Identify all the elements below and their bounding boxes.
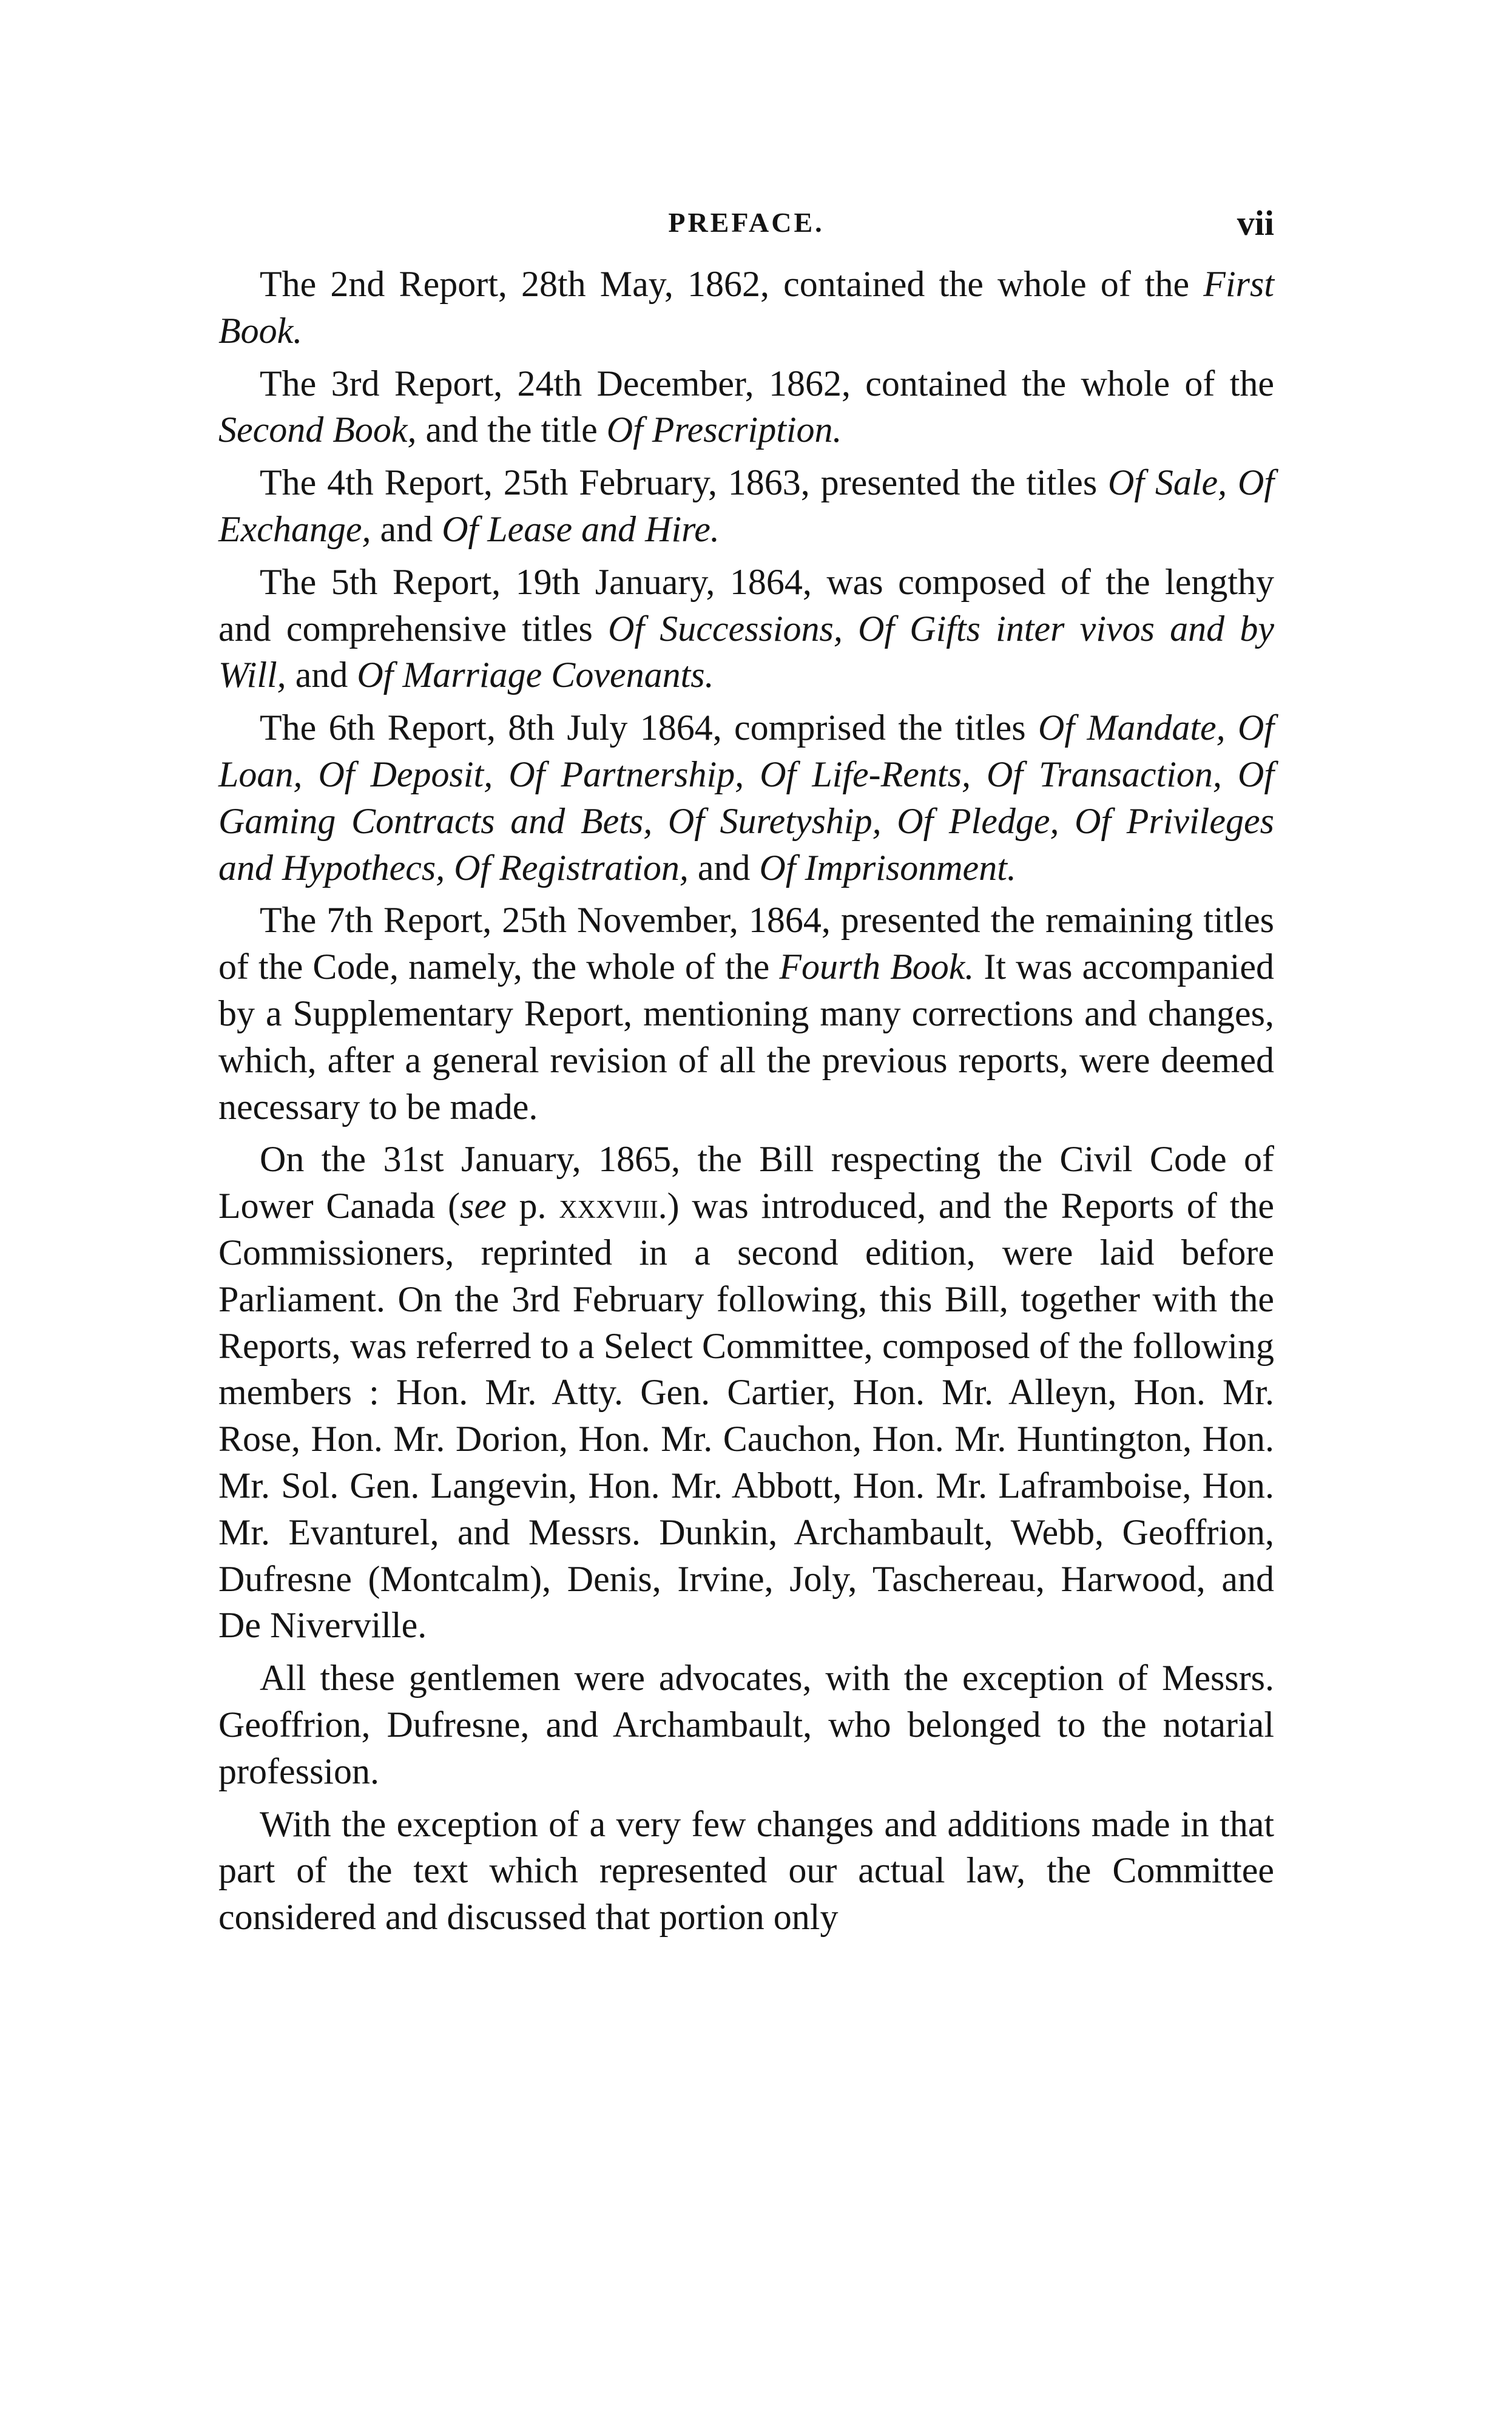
text-run: p. bbox=[506, 1186, 559, 1226]
italic-title: Of Prescription. bbox=[606, 410, 842, 450]
italic-title: First Book. bbox=[218, 264, 1274, 351]
italic-title: Of Marriage Covenants. bbox=[357, 655, 714, 695]
text-run: All these gentlemen were advocates, with the exception of Messrs. Geoffrion, Dufresne, and Archambault, who belonged to the notarial profession. bbox=[218, 1658, 1274, 1791]
text-run: The 7th Report, 25th November, 1864, presented the remaining titles of the Code, namely, the whole of the bbox=[218, 900, 1274, 987]
paragraph-6th-report bbox=[218, 705, 1274, 891]
italic-see: see bbox=[460, 1186, 507, 1226]
text-run: The 3rd Report, 24th December, 1862, contained the whole of the bbox=[260, 363, 1274, 404]
text-run: and the title bbox=[416, 410, 607, 450]
paragraph-committee bbox=[218, 1801, 1274, 1941]
text-run: It was accompanied by a Supplementary Report, mentioning many corrections and changes, which, after a general revision of all the previous reports, were deemed necessary to be made. bbox=[218, 947, 1274, 1127]
page-header bbox=[218, 203, 1274, 261]
text-run: With the exception of a very few changes and additions made in that part of the text which represented our actual law, the Committee considered and discussed that portion only bbox=[218, 1803, 1274, 1938]
page-reference: xxxviii bbox=[559, 1186, 658, 1226]
paragraph-2nd-report bbox=[218, 261, 1274, 354]
running-head: PREFACE. bbox=[668, 207, 825, 238]
paragraph-5th-report bbox=[218, 559, 1274, 698]
page-number: vii bbox=[1237, 203, 1274, 243]
text-run: On the 31st January, 1865, the Bill respecting the Civil Code of Lower Canada ( bbox=[218, 1139, 1274, 1226]
paragraph-advocates bbox=[218, 1655, 1274, 1794]
paragraph-7th-report bbox=[218, 897, 1274, 1130]
italic-title: Of Imprisonment. bbox=[759, 847, 1016, 888]
italic-title: Of Mandate, Of Loan, Of Deposit, Of Partnership, Of Life-Rents, Of Transaction, Of Gaming Contracts and Bets, Of Suretyship, Of Pledge, Of Privileges and Hypothecs, Of Registration, bbox=[218, 708, 1275, 888]
italic-title: Of Lease and Hire. bbox=[442, 509, 720, 549]
text-run: The 4th Report, 25th February, 1863, presented the titles bbox=[260, 462, 1109, 503]
paragraph-civil-code-bill bbox=[218, 1136, 1274, 1649]
text-run: and bbox=[688, 847, 760, 888]
italic-title: Of Successions, Of Gifts inter vivos and by Will, bbox=[218, 608, 1274, 695]
text-run: The 2nd Report, 28th May, 1862, contained the whole of the bbox=[260, 264, 1204, 304]
italic-title: Of Sale, Of Exchange, bbox=[218, 462, 1274, 549]
text-run: and bbox=[371, 509, 442, 549]
text-run: and bbox=[286, 655, 357, 695]
paragraph-4th-report bbox=[218, 459, 1274, 553]
text-run: The 5th Report, 19th January, 1864, was composed of the lengthy and comprehensive titles bbox=[218, 561, 1274, 649]
book-page bbox=[218, 203, 1275, 1947]
italic-title: Second Book, bbox=[218, 410, 417, 450]
text-run: .) was introduced, and the Reports of the Commissioners, reprinted in a second edition, were laid before Parliament. On the 3rd February following, this Bill, together with the Reports, was referred to a Select Committee, composed of the following members : Hon. Mr. Atty. Gen. Cartier, Hon. Mr. Alleyn, Hon. Mr. Rose, Hon. Mr. Dorion, Hon. Mr. Cauchon, Hon. Mr. Huntington, Hon. Mr. Sol. Gen. Langevin, Hon. Mr. Abbott, Hon. Mr. Laframboise, Hon. Mr. Evanturel, and Messrs. Dunkin, Archambault, Webb, Geoffrion, Dufresne (Montcalm), Denis, Irvine, Joly, Taschereau, Harwood, and De Niverville. bbox=[218, 1186, 1274, 1646]
italic-title: Fourth Book. bbox=[779, 947, 974, 987]
text-run: The 6th Report, 8th July 1864, comprised the titles bbox=[260, 708, 1039, 748]
paragraph-3rd-report bbox=[218, 360, 1274, 454]
